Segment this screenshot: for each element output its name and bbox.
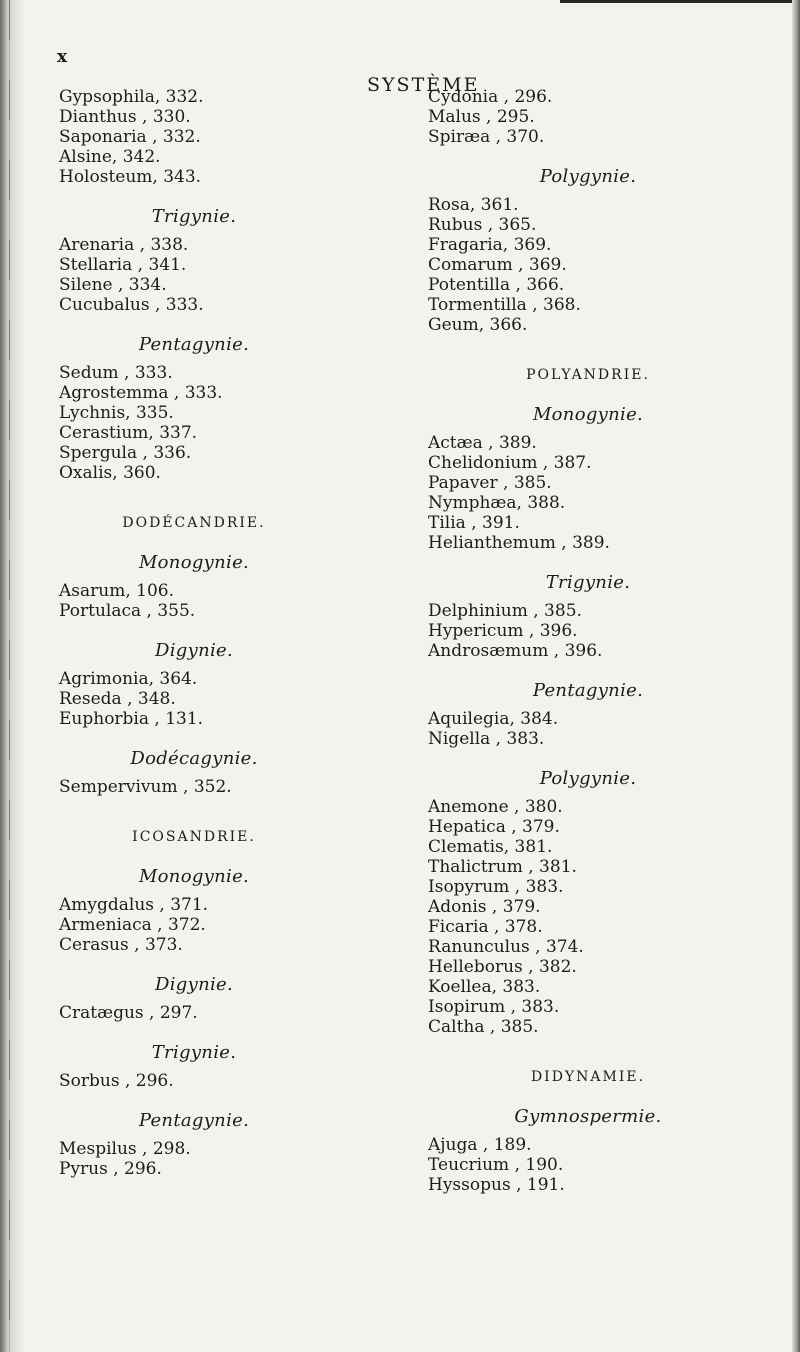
order-heading: Trigynie.	[151, 206, 237, 227]
index-entry: Stellaria , 341.	[59, 255, 187, 275]
order-heading: Monogynie.	[138, 552, 250, 573]
running-head: SYSTÈME	[367, 74, 480, 96]
index-entry: Geum, 366.	[428, 315, 528, 335]
index-entry: Isopyrum , 383.	[428, 877, 564, 897]
order-heading: Digynie.	[154, 640, 233, 661]
index-entry: Holosteum, 343.	[59, 167, 202, 187]
index-entry: Papaver , 385.	[428, 473, 552, 493]
index-entry: Isopirum , 383.	[428, 997, 560, 1017]
index-entry: Actæa , 389.	[428, 433, 537, 453]
index-entry: Anemone , 380.	[428, 797, 563, 817]
index-entry: Chelidonium , 387.	[428, 453, 592, 473]
right-column	[428, 87, 788, 1195]
index-entry: Dianthus , 330.	[59, 107, 191, 127]
index-entry: Cydonia , 296.	[428, 87, 553, 107]
index-entry: Potentilla , 366.	[428, 275, 565, 295]
index-entry: Helleborus , 382.	[428, 957, 577, 977]
index-entry: Nymphæa, 388.	[428, 493, 566, 513]
index-entry: Comarum , 369.	[428, 255, 567, 275]
index-entry: Adonis , 379.	[428, 897, 541, 917]
index-entry: Hepatica , 379.	[428, 817, 560, 837]
index-entry: Amygdalus , 371.	[59, 895, 209, 915]
order-heading: Trigynie.	[545, 572, 631, 593]
order-heading: Polygynie.	[539, 768, 637, 789]
order-heading: Pentagynie.	[138, 1110, 250, 1131]
index-entry: Fragaria, 369.	[428, 235, 552, 255]
index-entry: Ficaria , 378.	[428, 917, 543, 937]
index-entry: Rosa, 361.	[428, 195, 519, 215]
index-entry: Sorbus , 296.	[59, 1071, 174, 1091]
index-entry: Euphorbia , 131.	[59, 709, 204, 729]
class-heading: ICOSANDRIE.	[132, 829, 256, 845]
index-entry: Pyrus , 296.	[59, 1159, 162, 1179]
order-heading: Polygynie.	[539, 166, 637, 187]
index-entry: Hyssopus , 191.	[428, 1175, 565, 1195]
order-heading: Trigynie.	[151, 1042, 237, 1063]
order-heading: Pentagynie.	[532, 680, 644, 701]
index-entry: Spiræa , 370.	[428, 127, 545, 147]
index-entry: Gypsophila, 332.	[59, 87, 204, 107]
index-entry: Agrimonia, 364.	[59, 669, 198, 689]
class-heading: DIDYNAMIE.	[530, 1069, 646, 1085]
left-column	[59, 87, 359, 1179]
index-entry: Thalictrum , 381.	[428, 857, 577, 877]
index-entry: Koellea, 383.	[428, 977, 541, 997]
index-entry: Delphinium , 385.	[428, 601, 582, 621]
index-entry: Nigella , 383.	[428, 729, 545, 749]
index-entry: Hypericum , 396.	[428, 621, 578, 641]
index-entry: Armeniaca , 372.	[59, 915, 206, 935]
index-entry: Clematis, 381.	[428, 837, 553, 857]
index-entry: Helianthemum , 389.	[428, 533, 610, 553]
index-entry: Cerastium, 337.	[59, 423, 198, 443]
index-entry: Rubus , 365.	[428, 215, 537, 235]
page-right-edge	[792, 0, 800, 1352]
index-entry: Portulaca , 355.	[59, 601, 196, 621]
index-entry: Saponaria , 332.	[59, 127, 201, 147]
order-heading: Dodécagynie.	[130, 748, 258, 769]
order-heading: Digynie.	[154, 974, 233, 995]
index-entry: Agrostemma , 333.	[59, 383, 223, 403]
index-entry: Cratægus , 297.	[59, 1003, 198, 1023]
index-entry: Asarum, 106.	[59, 581, 174, 601]
index-entry: Caltha , 385.	[428, 1017, 539, 1037]
index-entry: Oxalis, 360.	[59, 463, 161, 483]
index-entry: Reseda , 348.	[59, 689, 176, 709]
index-entry: Arenaria , 338.	[59, 235, 189, 255]
order-heading: Monogynie.	[532, 404, 644, 425]
index-entry: Malus , 295.	[428, 107, 535, 127]
index-entry: Ajuga , 189.	[428, 1135, 532, 1155]
index-entry: Alsine, 342.	[59, 147, 161, 167]
index-entry: Lychnis, 335.	[59, 403, 174, 423]
top-rule	[560, 0, 800, 3]
folio: x	[57, 47, 69, 67]
index-entry: Spergula , 336.	[59, 443, 192, 463]
index-entry: Cerasus , 373.	[59, 935, 183, 955]
index-entry: Sempervivum , 352.	[59, 777, 232, 797]
index-entry: Teucrium , 190.	[428, 1155, 564, 1175]
index-entry: Tilia , 391.	[428, 513, 520, 533]
order-heading: Gymnospermie.	[514, 1106, 662, 1127]
order-heading: Monogynie.	[138, 866, 250, 887]
index-entry: Mespilus , 298.	[59, 1139, 191, 1159]
index-entry: Sedum , 333.	[59, 363, 173, 383]
class-heading: DODÉCANDRIE.	[122, 515, 266, 531]
class-heading: POLYANDRIE.	[526, 367, 650, 383]
book-gutter	[0, 0, 26, 1352]
index-entry: Silene , 334.	[59, 275, 167, 295]
index-entry: Aquilegia, 384.	[428, 709, 559, 729]
index-entry: Ranunculus , 374.	[428, 937, 584, 957]
index-entry: Tormentilla , 368.	[428, 295, 581, 315]
index-entry: Cucubalus , 333.	[59, 295, 204, 315]
order-heading: Pentagynie.	[138, 334, 250, 355]
index-entry: Androsæmum , 396.	[428, 641, 603, 661]
